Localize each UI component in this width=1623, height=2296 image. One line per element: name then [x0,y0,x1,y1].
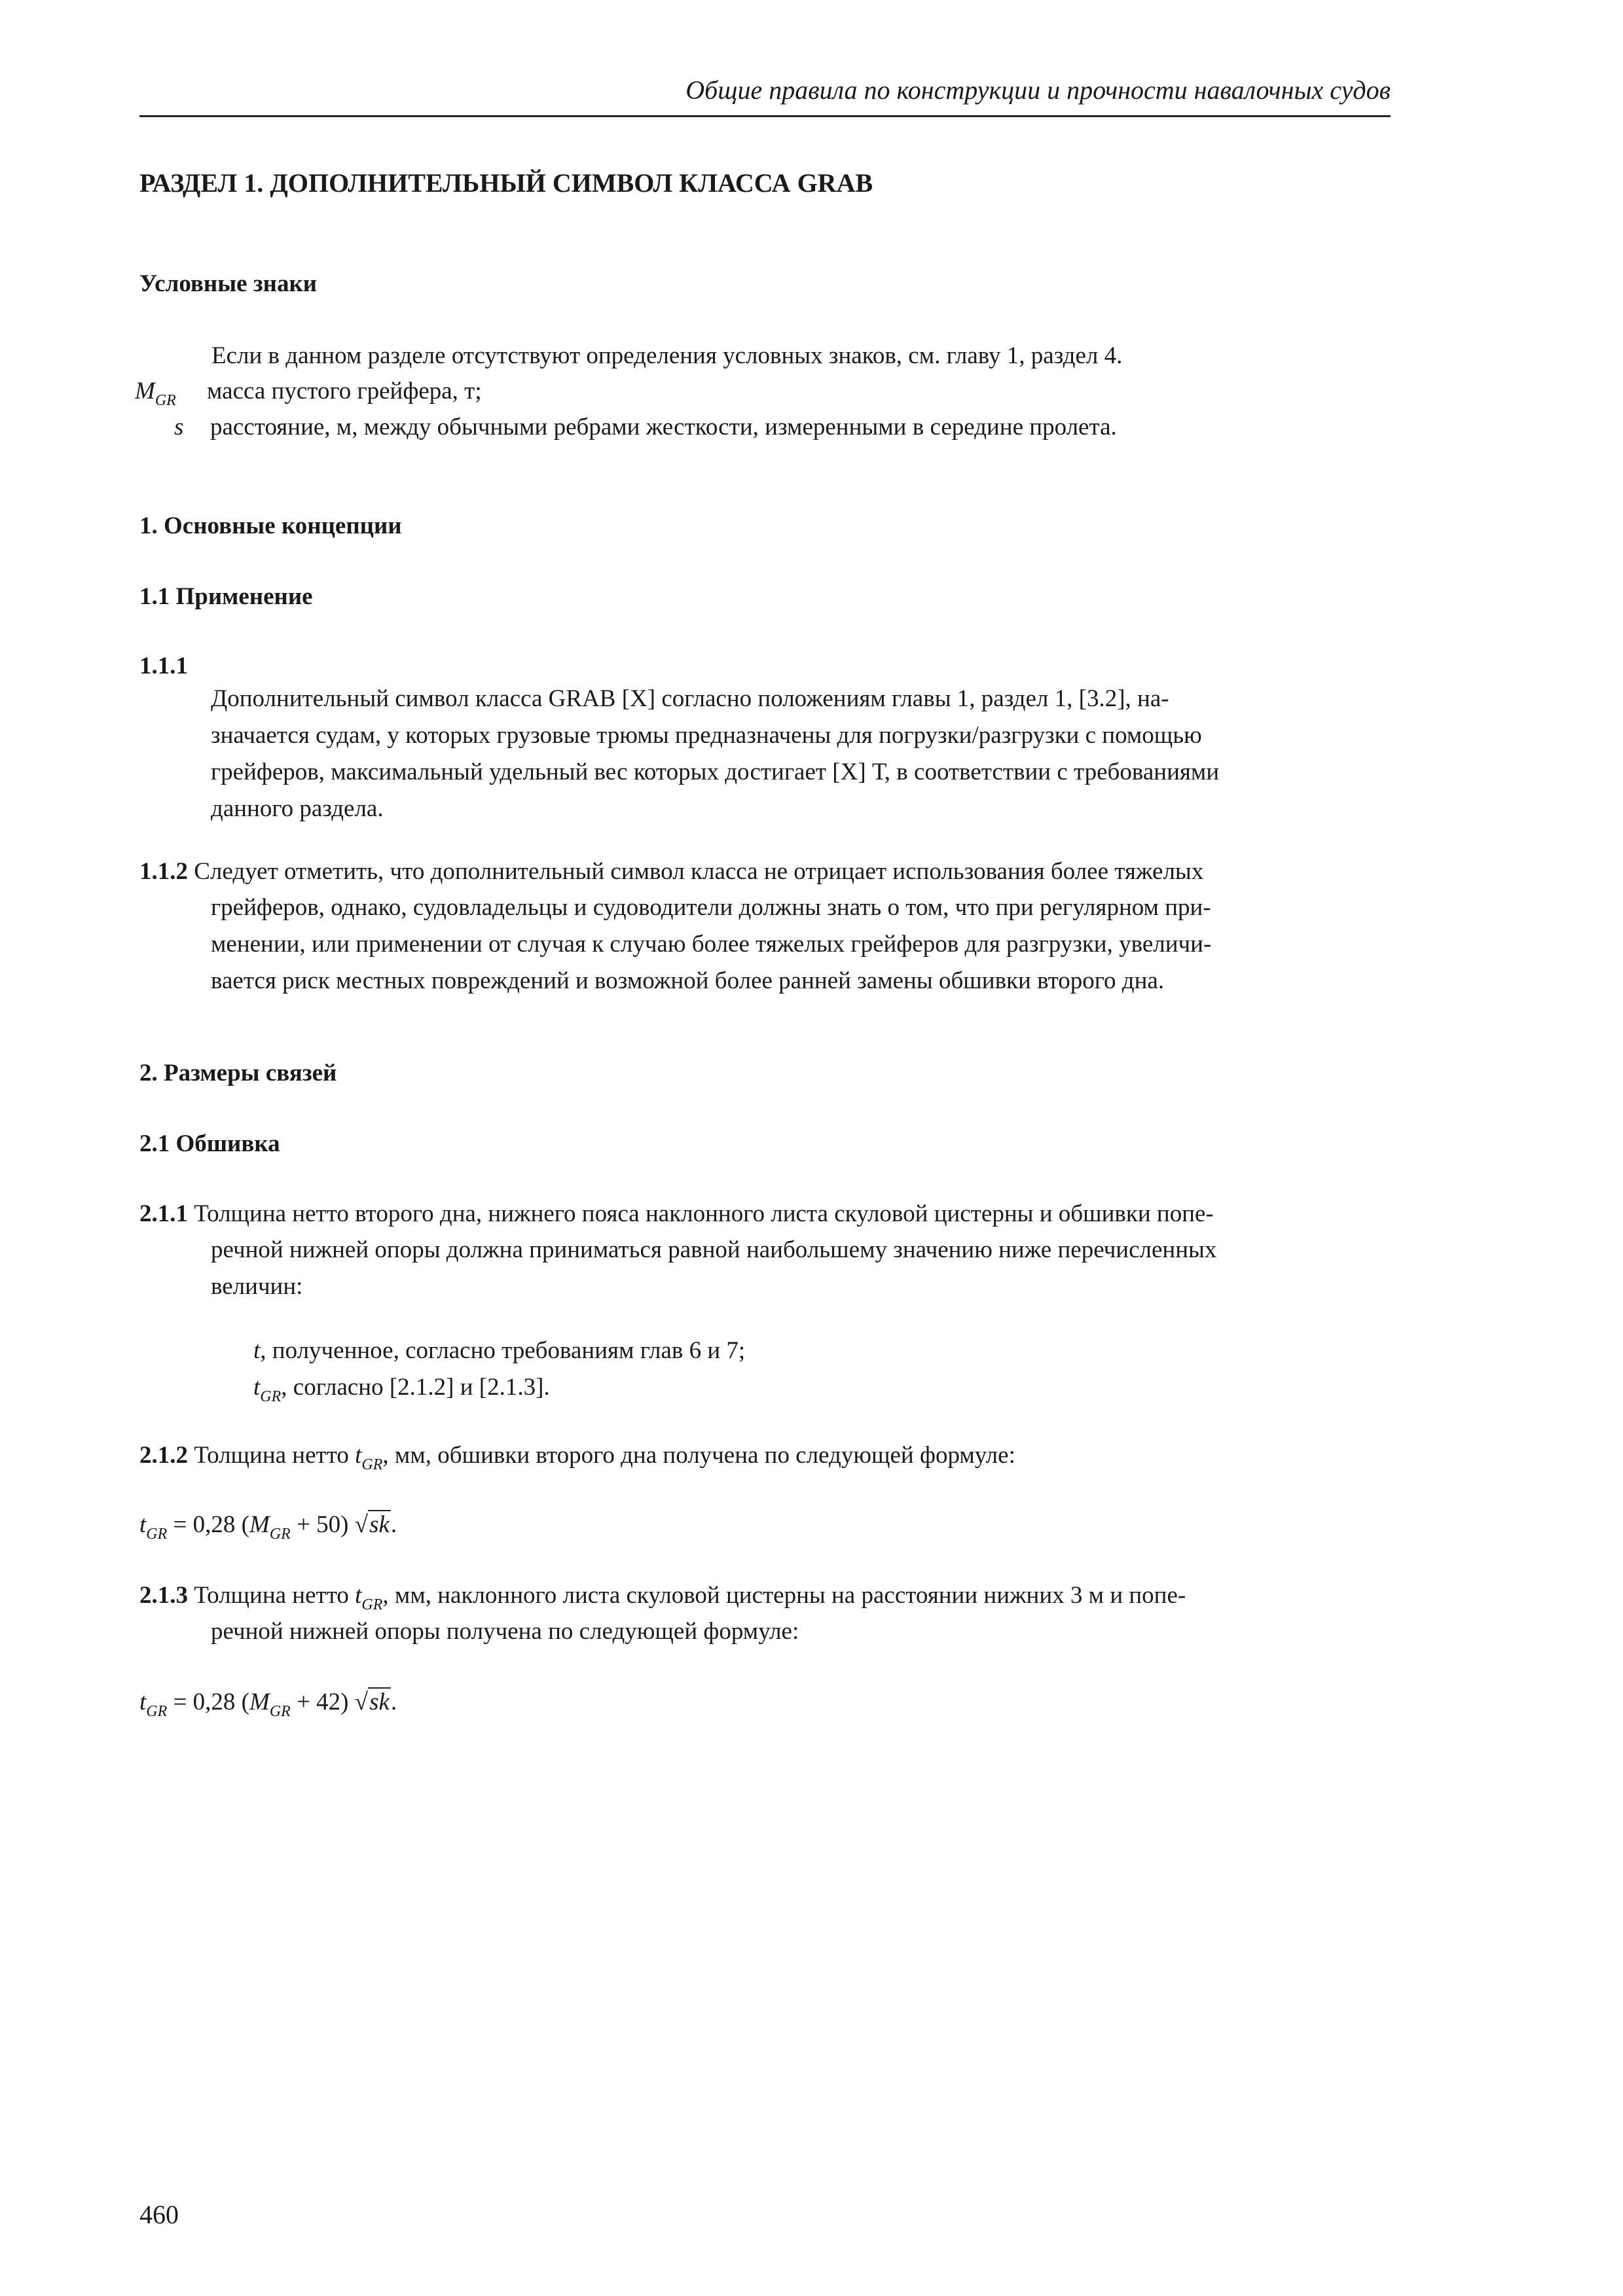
paragraph-line: значается судам, у которых грузовые трюмы предназначены для погрузки/разгрузки с помощью [211,722,1202,749]
formula-constant: + 42) [297,1689,349,1715]
symbol-subscript: GR [155,392,176,409]
paragraph-line: грейферов, максимальный удельный вес которых достигает [X] Т, в соответствии с требованиями [211,759,1220,785]
formula-end: . [390,1689,397,1715]
symbols-intro: Если в данном разделе отсутствуют определения условных знаков, см. главу 1, раздел 4. [211,342,1123,369]
formula-mass-symbol: M [249,1689,270,1715]
paragraph-line: вается риск местных повреждений и возможной более ранней замены обшивки второго дна. [211,967,1165,994]
paragraph-text: Толщина нетто [194,1442,349,1469]
symbol-mgr-definition: масса пустого грейфера, т; [207,378,482,404]
formula-2-1-3 [139,1684,397,1723]
formula-constant: + 50) [297,1511,349,1538]
symbol-subscript: GR [361,1596,383,1613]
radical-sign: √ [354,1511,369,1538]
symbol-letter: t [355,1442,362,1469]
formula-lhs-subscript: GR [146,1526,168,1543]
radicand: sk [369,1511,390,1538]
list-item-t [253,1333,745,1369]
paragraph-2-1-1 [211,1232,1391,1305]
formula-2-1-2 [139,1507,397,1546]
paragraph-line: грейферов, однако, судовладельцы и судоводители должны знать о том, что при регулярном при- [211,894,1211,921]
paragraph-text: Следует отметить, что дополнительный символ класса не отрицает использования более тяжелых [194,858,1204,885]
running-header: Общие правила по конструкции и прочности навалочных судов [685,75,1391,105]
paragraph-text: , мм, обшивки второго дна получена по следующей формуле: [382,1442,1015,1469]
paragraph-1-1-2 [211,889,1391,999]
formula-mass-subscript: GR [269,1703,291,1720]
paragraph-line: речной нижней опоры должна приниматься равной наибольшему значению ниже перечисленных [211,1236,1217,1263]
symbol-letter: t [355,1582,362,1609]
square-root [355,1684,391,1721]
header-rule [139,115,1391,117]
paragraph-number: 2.1.3 [139,1582,188,1609]
paragraph-number: 1.1.2 [139,858,188,885]
symbols-heading: Условные знаки [139,270,318,297]
symbol-letter: M [135,378,155,404]
formula-end: . [390,1511,397,1538]
formula-mass-symbol: M [249,1511,270,1538]
page-number: 460 [139,2200,179,2229]
symbol-s: s [174,414,184,440]
formula-coefficient: = 0,28 ( [173,1689,249,1715]
paragraph-1-1-1 [211,681,1391,827]
paragraph-number: 2.1.1 [139,1200,188,1227]
list-item-tgr [253,1369,550,1408]
radicand: sk [369,1689,390,1715]
paragraph-line: данного раздела. [211,795,384,822]
paragraph-text: , мм, наклонного листа скуловой цистерны на расстоянии нижних 3 м и попе- [382,1582,1186,1609]
formula-lhs-subscript: GR [146,1703,168,1720]
list-item-text: , полученное, согласно требованиям глав 6 и 7; [260,1337,746,1364]
paragraph-text: Толщина нетто второго дна, нижнего пояса наклонного листа скуловой цистерны и обшивки попе- [194,1200,1214,1227]
section-2-1-heading: 2.1 Обшивка [139,1130,280,1157]
symbol-mgr [135,373,176,412]
formula-mass-subscript: GR [269,1526,291,1543]
paragraph-1-1-2-first-line [139,853,1203,890]
section-title: РАЗДЕЛ 1. ДОПОЛНИТЕЛЬНЫЙ СИМВОЛ КЛАССА GRAB [139,168,873,198]
formula-lhs: t [139,1511,147,1538]
formula-coefficient: = 0,28 ( [173,1511,249,1538]
square-root [355,1507,391,1543]
radical-sign: √ [354,1689,369,1715]
symbol-subscript: GR [361,1456,383,1473]
paragraph-2-1-3-second-line: речной нижней опоры получена по следующей формуле: [211,1618,799,1645]
symbol-subscript: GR [260,1388,282,1405]
paragraph-2-1-3-first-line [139,1577,1186,1617]
paragraph-text: Толщина нетто [194,1582,349,1609]
paragraph-line: величин: [211,1273,303,1300]
chapter-2-heading: 2. Размеры связей [139,1060,337,1086]
section-1-1-heading: 1.1 Применение [139,583,313,610]
paragraph-line: Дополнительный символ класса GRAB [X] согласно положениям главы 1, раздел 1, [3.2], на- [211,685,1169,712]
paragraph-number: 2.1.2 [139,1442,188,1469]
list-item-text: , согласно [2.1.2] и [2.1.3]. [281,1374,550,1401]
paragraph-2-1-1-first-line [139,1196,1214,1232]
symbol-letter: t [253,1337,261,1364]
paragraph-line: менении, или применении от случая к случаю более тяжелых грейферов для разгрузки, увеличи- [211,931,1212,958]
formula-lhs: t [139,1689,147,1715]
symbol-letter: t [253,1374,261,1401]
paragraph-number-1-1-1: 1.1.1 [139,653,188,679]
paragraph-2-1-2 [139,1437,1015,1477]
chapter-1-heading: 1. Основные концепции [139,512,402,539]
symbol-s-definition: расстояние, м, между обычными ребрами жесткости, измеренными в середине пролета. [210,414,1117,440]
